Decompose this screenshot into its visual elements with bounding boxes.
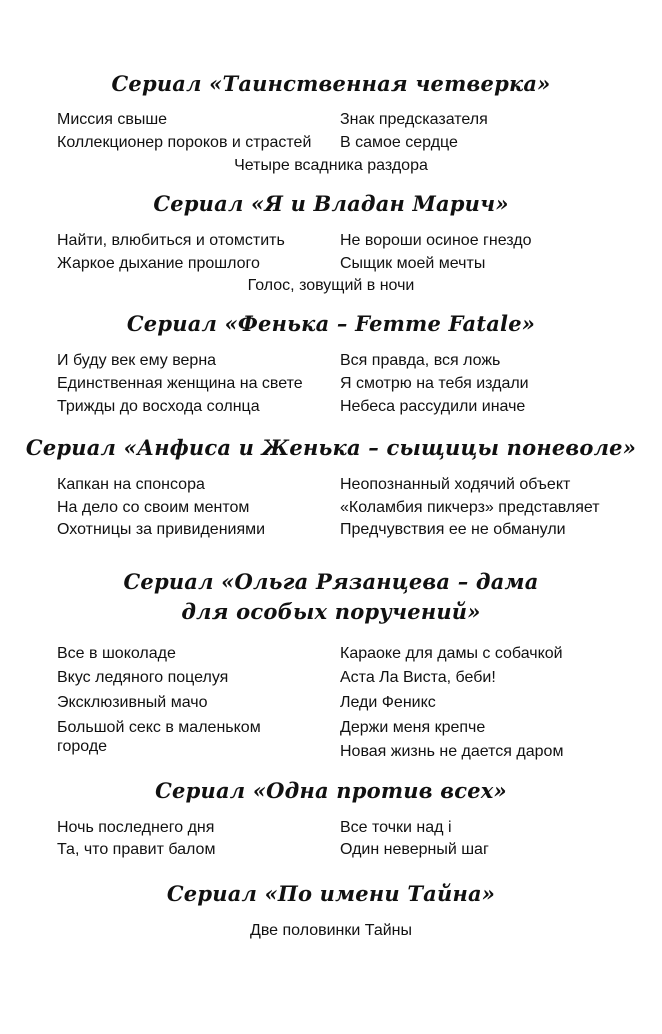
book-title: Сыщик моей мечты: [340, 255, 486, 272]
book-title: Вся правда, вся ложь: [340, 352, 501, 369]
book-title: В самое сердце: [340, 134, 458, 151]
book-title: Охотницы за привидениями: [57, 521, 266, 538]
book-title: Жаркое дыхание прошлого: [57, 255, 260, 272]
book-title: Небеса рассудили иначе: [340, 398, 526, 415]
book-title: Капкан на спонсора: [57, 476, 205, 493]
section-heading-1: Сериал «Таинственная четверка»: [111, 71, 551, 96]
section-heading-6: Сериал «Одна против всех»: [155, 778, 507, 803]
book-title: Не вороши осиное гнездо: [340, 232, 532, 249]
book-title-centered: Четыре всадника раздора: [234, 157, 428, 174]
book-title: На дело со своим ментом: [57, 499, 250, 516]
section-heading-2: Сериал «Я и Владан Марич»: [153, 191, 509, 216]
book-title: И буду век ему верна: [57, 352, 217, 369]
book-title: Новая жизнь не дается даром: [340, 743, 564, 760]
book-title: Ночь последнего дня: [57, 819, 215, 836]
book-title: Все точки над i: [340, 819, 452, 836]
book-title: Большой секс в маленьком городе: [57, 719, 261, 755]
section-heading-3: Сериал «Фенька – Femme Fatale»: [126, 311, 536, 336]
book-title: Вкус ледяного поцелуя: [57, 669, 229, 686]
book-title: Та, что правит балом: [57, 841, 216, 858]
book-title: Держи меня крепче: [340, 719, 486, 736]
book-title: Трижды до восхода солнца: [57, 398, 260, 415]
book-title: Знак предсказателя: [340, 111, 488, 128]
book-title: Аста Ла Виста, беби!: [340, 669, 496, 686]
book-title: Эксклюзивный мачо: [57, 694, 208, 711]
book-title: Найти, влюбиться и отомстить: [57, 232, 285, 249]
book-title: Единственная женщина на свете: [57, 375, 303, 392]
section-heading-4: Сериал «Анфиса и Женька – сыщицы поневоле»: [25, 435, 637, 460]
book-title: Коллекционер пороков и страстей: [57, 134, 312, 151]
section-heading-5-line2: для особых поручений»: [181, 599, 481, 624]
book-title: Все в шоколаде: [57, 645, 176, 662]
book-title: Миссия свыше: [57, 111, 168, 128]
book-title: «Коламбия пикчерз» представляет: [340, 499, 600, 516]
book-title-centered: Две половинки Тайны: [249, 922, 412, 939]
book-title: Предчувствия ее не обманули: [340, 521, 566, 538]
book-title: Неопознанный ходячий объект: [340, 476, 571, 493]
section-heading-7: Сериал «По имени Тайна»: [166, 881, 496, 906]
book-title: Леди Феникс: [340, 694, 436, 711]
book-title: Один неверный шаг: [340, 841, 489, 858]
book-title: Караоке для дамы с собачкой: [340, 645, 563, 662]
book-title-centered: Голос, зовущий в ночи: [247, 277, 415, 294]
book-title: Я смотрю на тебя издали: [340, 375, 529, 392]
section-heading-5-line1: Сериал «Ольга Рязанцева – дама: [123, 569, 539, 594]
